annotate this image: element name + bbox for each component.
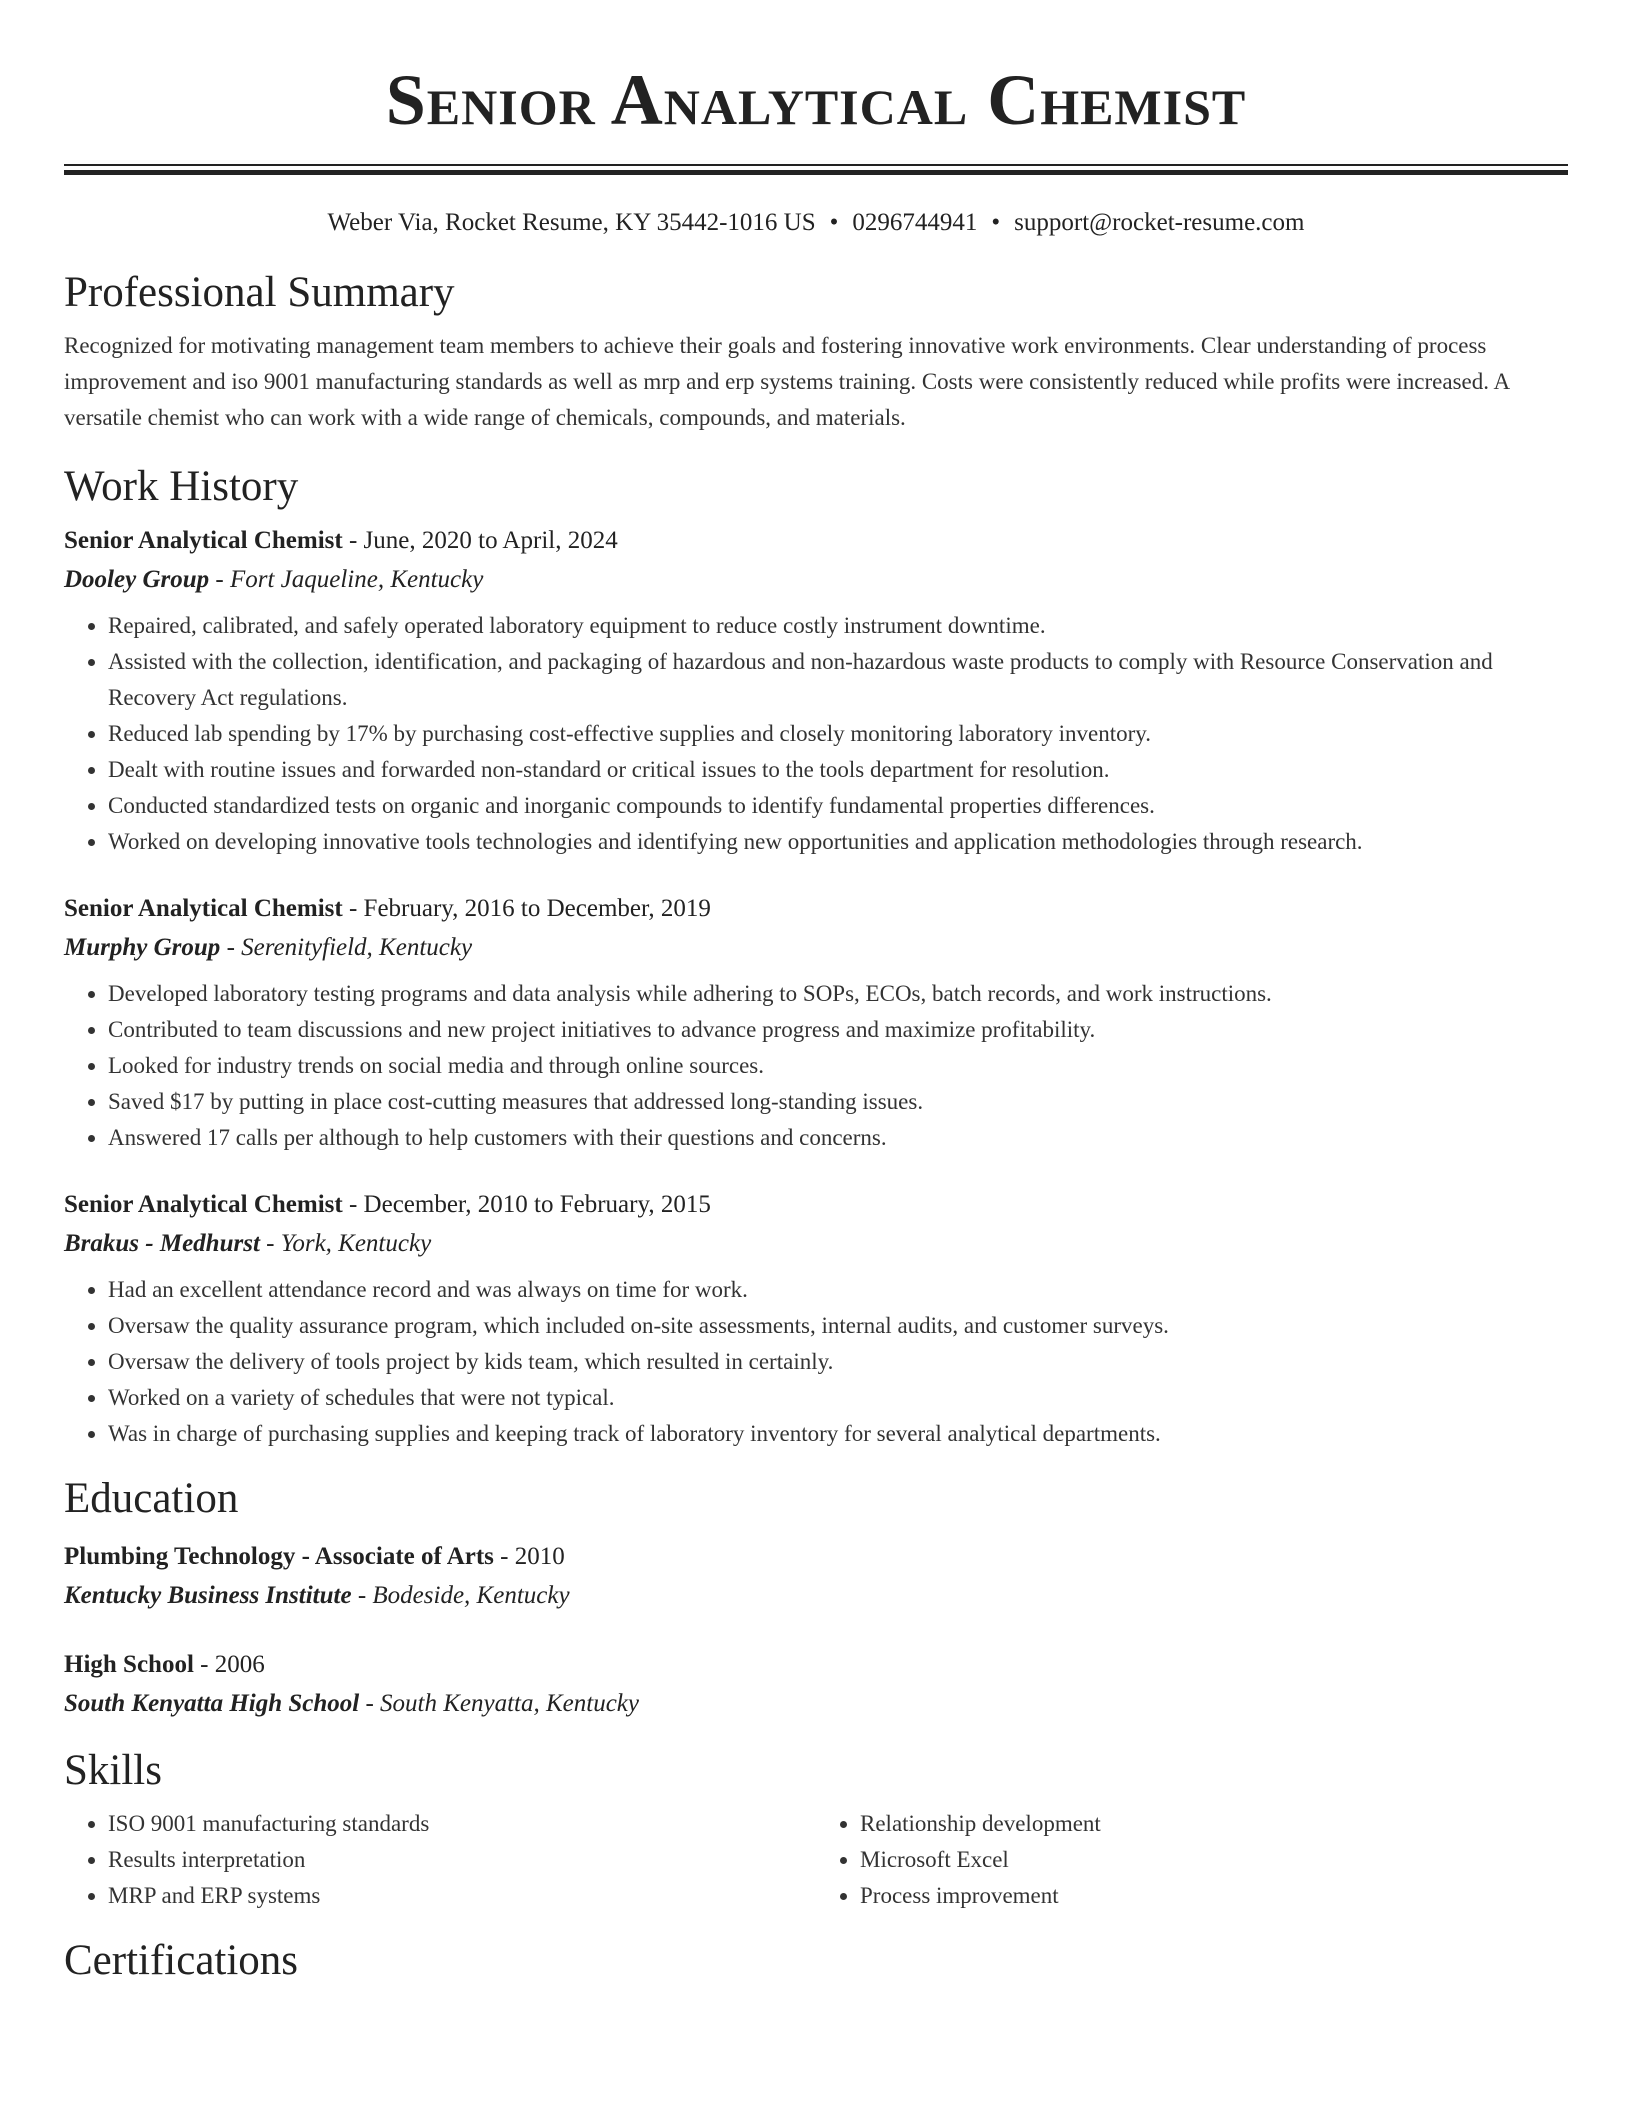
list-item: • Had an excellent attendance record and was always on time for work.	[108, 1272, 1568, 1308]
list-item: • Answered 17 calls per although to help customers with their questions and concerns.	[108, 1120, 1568, 1156]
job-bullets	[64, 608, 1568, 860]
skill-item: • Results interpretation	[108, 1842, 816, 1878]
skills-left-list	[64, 1806, 816, 1914]
education-degree-line	[64, 1646, 1568, 1684]
list-item: • Developed laboratory testing programs and data analysis while adhering to SOPs, ECOs, batch records, and work instructions.	[108, 976, 1568, 1012]
education-entry	[64, 1646, 1568, 1724]
job-company: Murphy Group	[64, 934, 221, 961]
list-item: • Worked on a variety of schedules that were not typical.	[108, 1380, 1568, 1416]
education-school: Kentucky Business Institute	[64, 1582, 352, 1609]
job-company: Brakus - Medhurst	[64, 1230, 260, 1257]
job-bullets	[64, 976, 1568, 1156]
education-school-line	[64, 1684, 1568, 1724]
education-degree-line	[64, 1538, 1568, 1576]
list-item: • Oversaw the quality assurance program, which included on-site assessments, internal audits, and customer surveys.	[108, 1308, 1568, 1344]
list-item: • Contributed to team discussions and new project initiatives to advance progress and maximize profitability.	[108, 1012, 1568, 1048]
skill-item: • Microsoft Excel	[860, 1842, 1568, 1878]
contact-separator: •	[991, 209, 1001, 236]
job-header	[64, 1186, 1568, 1224]
list-item: • Worked on developing innovative tools technologies and identifying new opportunities and application methodologies through research.	[108, 824, 1568, 860]
job-bullets	[64, 1272, 1568, 1452]
list-item: • Oversaw the delivery of tools project by kids team, which resulted in certainly.	[108, 1344, 1568, 1380]
education-location: - Bodeside, Kentucky	[351, 1582, 570, 1609]
list-item: • Was in charge of purchasing supplies and keeping track of laboratory inventory for several analytical departments.	[108, 1416, 1568, 1452]
skills-columns	[64, 1806, 1568, 1914]
list-item: • Saved $17 by putting in place cost-cutting measures that addressed long-standing issues.	[108, 1084, 1568, 1120]
job-company-line	[64, 928, 1568, 968]
title-divider	[64, 164, 1568, 175]
job-entry	[64, 890, 1568, 1156]
education-degree: High School	[64, 1651, 194, 1678]
job-company: Dooley Group	[64, 566, 210, 593]
skill-item: • Process improvement	[860, 1878, 1568, 1914]
skill-item: • MRP and ERP systems	[108, 1878, 816, 1914]
certifications-heading: Certifications	[64, 1937, 299, 1984]
job-location: - Fort Jaqueline, Kentucky	[209, 566, 484, 593]
job-dates: - June, 2020 to April, 2024	[342, 527, 618, 554]
education-school-line	[64, 1576, 1568, 1616]
education-year: - 2010	[493, 1543, 565, 1570]
summary-text: Recognized for motivating management team members to achieve their goals and fostering innovative work environments. Clear understanding of process improvement and iso 9001 manufacturing standards as well as mrp and erp systems training. Costs were consistently reduced while profits were increased. A versatile chemist who can work with a wide range of chemicals, compounds, and materials.	[64, 333, 1509, 430]
skill-item: • Relationship development	[860, 1806, 1568, 1842]
contact-line	[64, 206, 1568, 240]
list-item: • Repaired, calibrated, and safely operated laboratory equipment to reduce costly instrument downtime.	[108, 608, 1568, 644]
education-heading: Education	[64, 1475, 239, 1522]
skills-heading: Skills	[64, 1747, 162, 1794]
job-title: Senior Analytical Chemist	[64, 1191, 343, 1218]
skills-right-list	[816, 1806, 1568, 1914]
job-entry	[64, 522, 1568, 860]
education-year: - 2006	[193, 1651, 265, 1678]
list-item: • Assisted with the collection, identification, and packaging of hazardous and non-hazardous waste products to comply with Resource Conservation and Recovery Act regulations.	[108, 644, 1568, 716]
job-location: - Serenityfield, Kentucky	[220, 934, 473, 961]
job-header	[64, 522, 1568, 560]
resume-page	[64, 0, 1568, 1986]
summary-heading: Professional Summary	[64, 269, 455, 316]
job-title: Senior Analytical Chemist	[64, 527, 343, 554]
contact-email[interactable]: support@rocket-resume.com	[1014, 209, 1305, 236]
job-entry	[64, 1186, 1568, 1452]
list-item: • Conducted standardized tests on organic and inorganic compounds to identify fundamental properties differences.	[108, 788, 1568, 824]
education-location: - South Kenyatta, Kentucky	[359, 1690, 640, 1717]
job-company-line	[64, 1224, 1568, 1264]
job-title: Senior Analytical Chemist	[64, 895, 343, 922]
resume-title: Senior Analytical Chemist	[385, 60, 1247, 140]
work-history-heading: Work History	[64, 463, 299, 510]
job-dates: - February, 2016 to December, 2019	[342, 895, 711, 922]
job-dates: - December, 2010 to February, 2015	[342, 1191, 711, 1218]
contact-address: Weber Via, Rocket Resume, KY 35442-1016 US	[327, 209, 816, 236]
job-location: - York, Kentucky	[259, 1230, 432, 1257]
education-entry	[64, 1538, 1568, 1616]
job-company-line	[64, 560, 1568, 600]
list-item: • Reduced lab spending by 17% by purchasing cost-effective supplies and closely monitoring laboratory inventory.	[108, 716, 1568, 752]
education-degree: Plumbing Technology - Associate of Arts	[64, 1543, 494, 1570]
contact-phone: 0296744941	[852, 209, 978, 236]
contact-separator: •	[829, 209, 839, 236]
job-header	[64, 890, 1568, 928]
list-item: • Looked for industry trends on social media and through online sources.	[108, 1048, 1568, 1084]
education-school: South Kenyatta High School	[64, 1690, 360, 1717]
skill-item: • ISO 9001 manufacturing standards	[108, 1806, 816, 1842]
list-item: • Dealt with routine issues and forwarded non-standard or critical issues to the tools department for resolution.	[108, 752, 1568, 788]
